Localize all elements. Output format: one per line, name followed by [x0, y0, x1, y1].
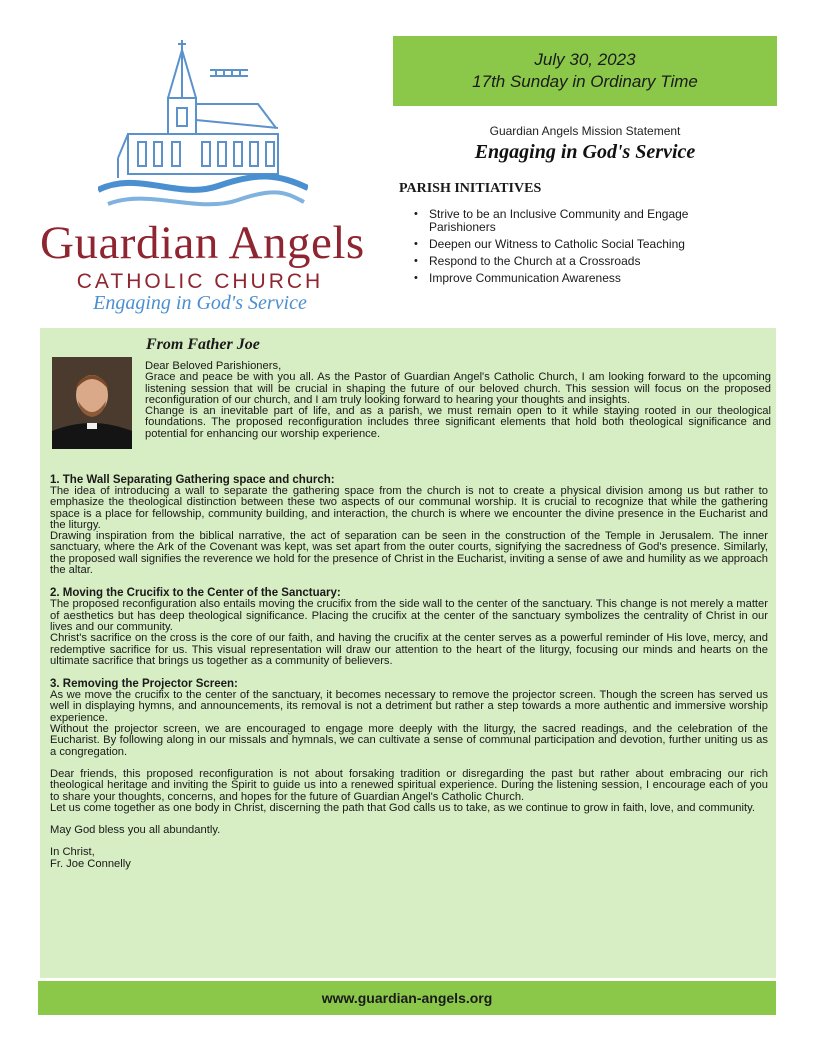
- letter-intro: [145, 361, 771, 440]
- liturgical-day: 17th Sunday in Ordinary Time: [472, 72, 698, 91]
- letter-body: [50, 474, 768, 870]
- bulletin-date: July 30, 2023: [534, 50, 636, 69]
- closing-paragraph: Dear friends, this proposed reconfiguration is not about forsaking tradition or disregarding the past but rather about embracing our rich theological heritage and inviting the Spirit to guide us into a renewed spiritual experience. During the listening session, I encourage each of you to share your thoughts, concerns, and hopes for the future of Guardian Angel's Catholic Church.: [50, 767, 768, 803]
- section-paragraph: Drawing inspiration from the biblical narrative, the act of separation can be seen in the construction of the Temple in Jerusalem. The inner sanctuary, where the Ark of the Covenant was kept, was set apart from the outer courts, signifying the sacredness of God's presence. Similarly, the proposed wall signifies the reverence we hold for the presence of Christ in the Eucharist, inviting a sense of awe and humility as we approach the altar.: [50, 530, 768, 577]
- section-title: 3. Removing the Projector Screen:: [50, 678, 238, 691]
- logo-name: Guardian Angels: [40, 217, 365, 269]
- blessing: May God bless you all abundantly.: [50, 824, 221, 837]
- mission-title: Engaging in God's Service: [474, 141, 696, 163]
- logo-subtitle: CATHOLIC CHURCH: [76, 270, 324, 293]
- website-link[interactable]: www.guardian-angels.org: [321, 990, 493, 1006]
- greeting: Dear Beloved Parishioners,: [145, 360, 282, 372]
- list-item: • Respond to the Church at a Crossroads: [414, 255, 734, 268]
- signoff: In Christ,: [50, 846, 95, 859]
- initiatives-list: [414, 208, 734, 289]
- signature: Fr. Joe Connelly: [50, 857, 131, 870]
- list-item: • Deepen our Witness to Catholic Social Teaching: [414, 238, 734, 251]
- section-paragraph: As we move the crucifix to the center of the sanctuary, it becomes necessary to remove the projector screen. Though the screen has served us well in displaying hymns, and announcements, its removal is not a detriment but rather a step towards a more authentic and immersive worship experience.: [50, 689, 768, 724]
- section-title: 2. Moving the Crucifix to the Center of the Sanctuary:: [50, 587, 341, 600]
- mission-label: Guardian Angels Mission Statement: [489, 124, 681, 138]
- letter-heading: From Father Joe: [146, 336, 260, 353]
- section-title: 1. The Wall Separating Gathering space and church:: [50, 474, 335, 486]
- section-paragraph: The proposed reconfiguration also entails moving the crucifix from the side wall to the center of the sanctuary. This change is not merely a matter of aesthetics but has deep theological significance. Placing the crucifix at the center of the sanctuary symbolizes the centrality of Christ in our lives and our community.: [50, 598, 768, 633]
- church-building-icon: [98, 38, 308, 218]
- intro-paragraph: Change is an inevitable part of life, and as a parish, we must remain open to it while staying rooted in our theological foundations. The proposed reconfiguration includes three significant elements that hold both theological significance and potential for enhancing our worship experience.: [145, 405, 771, 440]
- church-logo: [40, 38, 365, 314]
- date-banner: [393, 36, 777, 106]
- pastor-letter: [40, 328, 776, 978]
- section-paragraph: The idea of introducing a wall to separate the gathering space from the church is not to create a physical division among us but rather to emphasize the theological distinction between these two aspects of our communal worship. It is crucial to recognize that while the gathering space is a place for fellowship, community building, and interaction, the church is where we encounter the divine presence in the Eucharist and the liturgy.: [50, 485, 768, 531]
- closing-paragraph: Let us come together as one body in Christ, discerning the path that God calls us to take, as we continue to grow in faith, love, and community.: [50, 801, 755, 814]
- logo-tagline: Engaging in God's Service: [93, 292, 307, 314]
- website-footer: [38, 981, 776, 1015]
- pastor-photo: [52, 357, 132, 449]
- intro-paragraph: Grace and peace be with you all. As the Pastor of Guardian Angel's Catholic Church, I am looking forward to the upcoming listening session that will be crucial in shaping the future of our beloved church. This session will focus on the proposed reconfiguration of our church, and I am truly looking forward to hearing your thoughts and insights.: [145, 371, 771, 406]
- list-item: • Improve Communication Awareness: [414, 272, 734, 285]
- initiatives-heading: PARISH INITIATIVES: [399, 181, 542, 196]
- list-item: • Strive to be an Inclusive Community and Engage Parishioners: [414, 208, 734, 234]
- section-paragraph: Without the projector screen, we are encouraged to engage more deeply with the liturgy, the sacred readings, and the celebration of the Eucharist. By following along in our missals and hymnals, we can cultivate a sense of communal participation and devotion, further uniting us as a congregation.: [50, 723, 768, 758]
- section-paragraph: Christ's sacrifice on the cross is the core of our faith, and having the crucifix at the center serves as a powerful reminder of His love, mercy, and redemptive sacrifice for us. This visual representation will draw our attention to the heart of the liturgy, focusing our minds and hearts on the ultimate sacrifice that brings us together as a community of believers.: [50, 632, 768, 667]
